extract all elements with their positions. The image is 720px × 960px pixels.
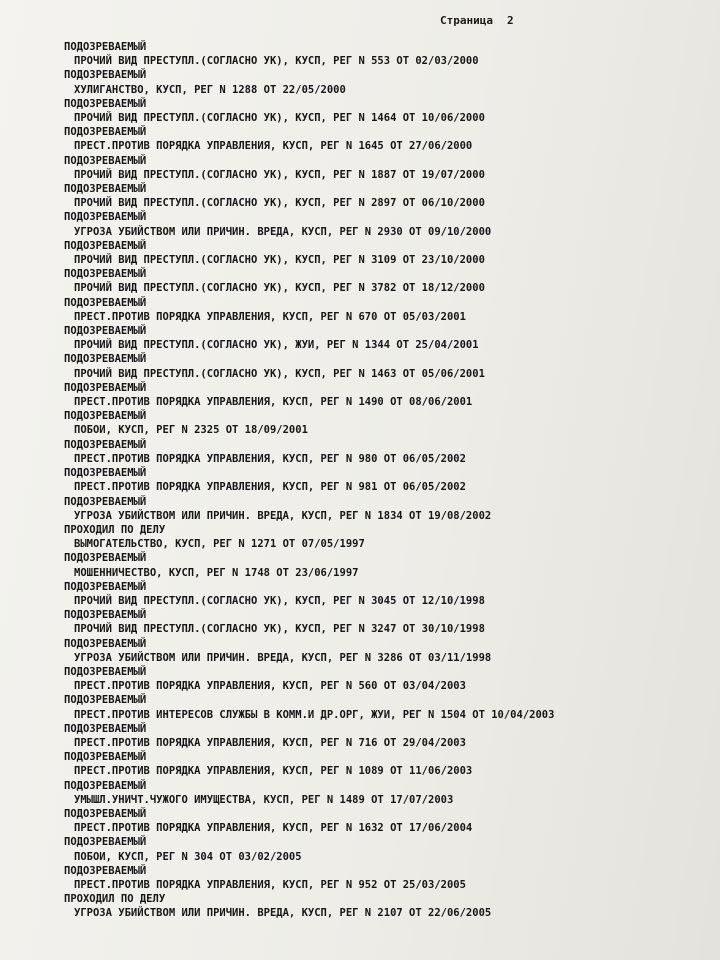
record-status: ПОДОЗРЕВАЕМЫЙ (64, 580, 147, 593)
record-detail: ПРОЧИЙ ВИД ПРЕСТУПЛ.(СОГЛАСНО УК), КУСП, РЕГ N 1887 ОТ 19/07/2000 (74, 168, 485, 181)
record-detail: УГРОЗА УБИЙСТВОМ ИЛИ ПРИЧИН. ВРЕДА, КУСП, РЕГ N 2930 ОТ 09/10/2000 (74, 225, 492, 238)
record-entry (64, 580, 714, 608)
page-header (440, 14, 514, 27)
record-entry (64, 210, 714, 238)
record-status: ПОДОЗРЕВАЕМЫЙ (64, 353, 147, 366)
record-detail: ПРОЧИЙ ВИД ПРЕСТУПЛ.(СОГЛАСНО УК), КУСП, РЕГ N 553 ОТ 02/03/2000 (74, 55, 479, 68)
record-detail: ПРЕСТ.ПРОТИВ ПОРЯДКА УПРАВЛЕНИЯ, КУСП, РЕГ N 952 ОТ 25/03/2005 (74, 878, 466, 891)
record-entry (64, 296, 714, 324)
record-entry (64, 68, 714, 96)
record-entry (64, 182, 714, 210)
record-detail: ПРОЧИЙ ВИД ПРЕСТУПЛ.(СОГЛАСНО УК), КУСП, РЕГ N 2897 ОТ 06/10/2000 (74, 197, 485, 210)
record-entry (64, 608, 714, 636)
record-status: ПОДОЗРЕВАЕМЫЙ (64, 325, 147, 338)
record-status: ПОДОЗРЕВАЕМЫЙ (64, 836, 147, 849)
record-entry (64, 466, 714, 494)
record-detail: УГРОЗА УБИЙСТВОМ ИЛИ ПРИЧИН. ВРЕДА, КУСП, РЕГ N 2107 ОТ 22/06/2005 (74, 907, 492, 920)
record-status: ПОДОЗРЕВАЕМЫЙ (64, 41, 147, 53)
record-status: ПОДОЗРЕВАЕМЫЙ (64, 268, 147, 281)
record-status: ПОДОЗРЕВАЕМЫЙ (64, 552, 147, 565)
record-status: ПОДОЗРЕВАЕМЫЙ (64, 807, 147, 820)
record-entry (64, 637, 714, 665)
record-detail: ПРЕСТ.ПРОТИВ ПОРЯДКА УПРАВЛЕНИЯ, КУСП, РЕГ N 980 ОТ 06/05/2002 (74, 452, 466, 465)
record-status: ПОДОЗРЕВАЕМЫЙ (64, 126, 147, 139)
record-entry (64, 693, 714, 721)
record-detail: ВЫМОГАТЕЛЬСТВО, КУСП, РЕГ N 1271 ОТ 07/05/1997 (74, 538, 365, 551)
record-detail: ПРОЧИЙ ВИД ПРЕСТУПЛ.(СОГЛАСНО УК), КУСП, РЕГ N 1463 ОТ 05/06/2001 (74, 367, 485, 380)
record-detail: УГРОЗА УБИЙСТВОМ ИЛИ ПРИЧИН. ВРЕДА, КУСП, РЕГ N 3286 ОТ 03/11/1998 (74, 651, 492, 664)
record-detail: ПРЕСТ.ПРОТИВ ПОРЯДКА УПРАВЛЕНИЯ, КУСП, РЕГ N 560 ОТ 03/04/2003 (74, 680, 466, 693)
record-detail: ПРЕСТ.ПРОТИВ ПОРЯДКА УПРАВЛЕНИЯ, КУСП, РЕГ N 716 ОТ 29/04/2003 (74, 736, 466, 749)
record-entry (64, 381, 714, 409)
record-entry (64, 523, 714, 551)
record-detail: ПРОЧИЙ ВИД ПРЕСТУПЛ.(СОГЛАСНО УК), КУСП, РЕГ N 3109 ОТ 23/10/2000 (74, 254, 485, 267)
record-detail: ПОБОИ, КУСП, РЕГ N 2325 ОТ 18/09/2001 (74, 424, 308, 437)
record-entry (64, 722, 714, 750)
record-status: ПОДОЗРЕВАЕМЫЙ (64, 609, 147, 622)
record-detail: ПРЕСТ.ПРОТИВ ПОРЯДКА УПРАВЛЕНИЯ, КУСП, РЕГ N 1490 ОТ 08/06/2001 (74, 396, 473, 409)
record-detail: ПРЕСТ.ПРОТИВ ПОРЯДКА УПРАВЛЕНИЯ, КУСП, РЕГ N 1089 ОТ 11/06/2003 (74, 765, 473, 778)
record-entry (64, 409, 714, 437)
record-status: ПОДОЗРЕВАЕМЫЙ (64, 154, 147, 167)
record-status: ПРОХОДИЛ ПО ДЕЛУ (64, 893, 166, 906)
record-entry (64, 835, 714, 863)
record-detail: ПРЕСТ.ПРОТИВ ИНТЕРЕСОВ СЛУЖБЫ В КОММ.И ДР.ОРГ, ЖУИ, РЕГ N 1504 ОТ 10/04/2003 (74, 708, 555, 721)
record-detail: ПРОЧИЙ ВИД ПРЕСТУПЛ.(СОГЛАСНО УК), КУСП, РЕГ N 3782 ОТ 18/12/2000 (74, 282, 485, 295)
record-detail: ПРЕСТ.ПРОТИВ ПОРЯДКА УПРАВЛЕНИЯ, КУСП, РЕГ N 1645 ОТ 27/06/2000 (74, 140, 473, 153)
record-detail: ХУЛИГАНСТВО, КУСП, РЕГ N 1288 ОТ 22/05/2000 (74, 83, 346, 96)
record-entry (64, 267, 714, 295)
record-entry (64, 239, 714, 267)
record-status: ПОДОЗРЕВАЕМЫЙ (64, 864, 147, 877)
record-entry (64, 352, 714, 380)
record-status: ПОДОЗРЕВАЕМЫЙ (64, 751, 147, 764)
record-detail: ПРОЧИЙ ВИД ПРЕСТУПЛ.(СОГЛАСНО УК), ЖУИ, РЕГ N 1344 ОТ 25/04/2001 (74, 339, 479, 352)
record-entry (64, 864, 714, 892)
record-list (64, 40, 714, 921)
record-detail: ПРЕСТ.ПРОТИВ ПОРЯДКА УПРАВЛЕНИЯ, КУСП, РЕГ N 981 ОТ 06/05/2002 (74, 481, 466, 494)
record-entry (64, 665, 714, 693)
record-entry (64, 438, 714, 466)
record-entry (64, 779, 714, 807)
record-entry (64, 154, 714, 182)
record-detail: УГРОЗА УБИЙСТВОМ ИЛИ ПРИЧИН. ВРЕДА, КУСП, РЕГ N 1834 ОТ 19/08/2002 (74, 509, 492, 522)
record-status: ПОДОЗРЕВАЕМЫЙ (64, 296, 147, 309)
record-entry (64, 750, 714, 778)
record-detail: ПРОЧИЙ ВИД ПРЕСТУПЛ.(СОГЛАСНО УК), КУСП, РЕГ N 1464 ОТ 10/06/2000 (74, 112, 485, 125)
record-entry (64, 495, 714, 523)
page-label: Страница (440, 14, 493, 27)
record-entry (64, 125, 714, 153)
record-entry (64, 807, 714, 835)
record-entry (64, 551, 714, 579)
record-entry (64, 97, 714, 125)
record-status: ПОДОЗРЕВАЕМЫЙ (64, 183, 147, 196)
record-status: ПОДОЗРЕВАЕМЫЙ (64, 467, 147, 480)
record-detail: УМЫШЛ.УНИЧТ.ЧУЖОГО ИМУЩЕСТВА, КУСП, РЕГ N 1489 ОТ 17/07/2003 (74, 793, 454, 806)
record-status: ПОДОЗРЕВАЕМЫЙ (64, 211, 147, 224)
record-detail: ПОБОИ, КУСП, РЕГ N 304 ОТ 03/02/2005 (74, 850, 302, 863)
record-detail: ПРЕСТ.ПРОТИВ ПОРЯДКА УПРАВЛЕНИЯ, КУСП, РЕГ N 670 ОТ 05/03/2001 (74, 310, 466, 323)
record-detail: ПРЕСТ.ПРОТИВ ПОРЯДКА УПРАВЛЕНИЯ, КУСП, РЕГ N 1632 ОТ 17/06/2004 (74, 822, 473, 835)
record-status: ПРОХОДИЛ ПО ДЕЛУ (64, 523, 166, 536)
record-status: ПОДОЗРЕВАЕМЫЙ (64, 410, 147, 423)
record-entry (64, 892, 714, 920)
record-status: ПОДОЗРЕВАЕМЫЙ (64, 694, 147, 707)
record-detail: ПРОЧИЙ ВИД ПРЕСТУПЛ.(СОГЛАСНО УК), КУСП, РЕГ N 3045 ОТ 12/10/1998 (74, 594, 485, 607)
record-status: ПОДОЗРЕВАЕМЫЙ (64, 722, 147, 735)
record-entry (64, 324, 714, 352)
record-entry (64, 40, 714, 68)
record-status: ПОДОЗРЕВАЕМЫЙ (64, 495, 147, 508)
record-status: ПОДОЗРЕВАЕМЫЙ (64, 665, 147, 678)
record-status: ПОДОЗРЕВАЕМЫЙ (64, 637, 147, 650)
record-detail: ПРОЧИЙ ВИД ПРЕСТУПЛ.(СОГЛАСНО УК), КУСП, РЕГ N 3247 ОТ 30/10/1998 (74, 623, 485, 636)
record-status: ПОДОЗРЕВАЕМЫЙ (64, 69, 147, 82)
record-status: ПОДОЗРЕВАЕМЫЙ (64, 239, 147, 252)
record-status: ПОДОЗРЕВАЕМЫЙ (64, 438, 147, 451)
record-detail: МОШЕННИЧЕСТВО, КУСП, РЕГ N 1748 ОТ 23/06/1997 (74, 566, 359, 579)
record-status: ПОДОЗРЕВАЕМЫЙ (64, 779, 147, 792)
page-number: 2 (506, 14, 514, 27)
record-status: ПОДОЗРЕВАЕМЫЙ (64, 97, 147, 110)
record-status: ПОДОЗРЕВАЕМЫЙ (64, 381, 147, 394)
